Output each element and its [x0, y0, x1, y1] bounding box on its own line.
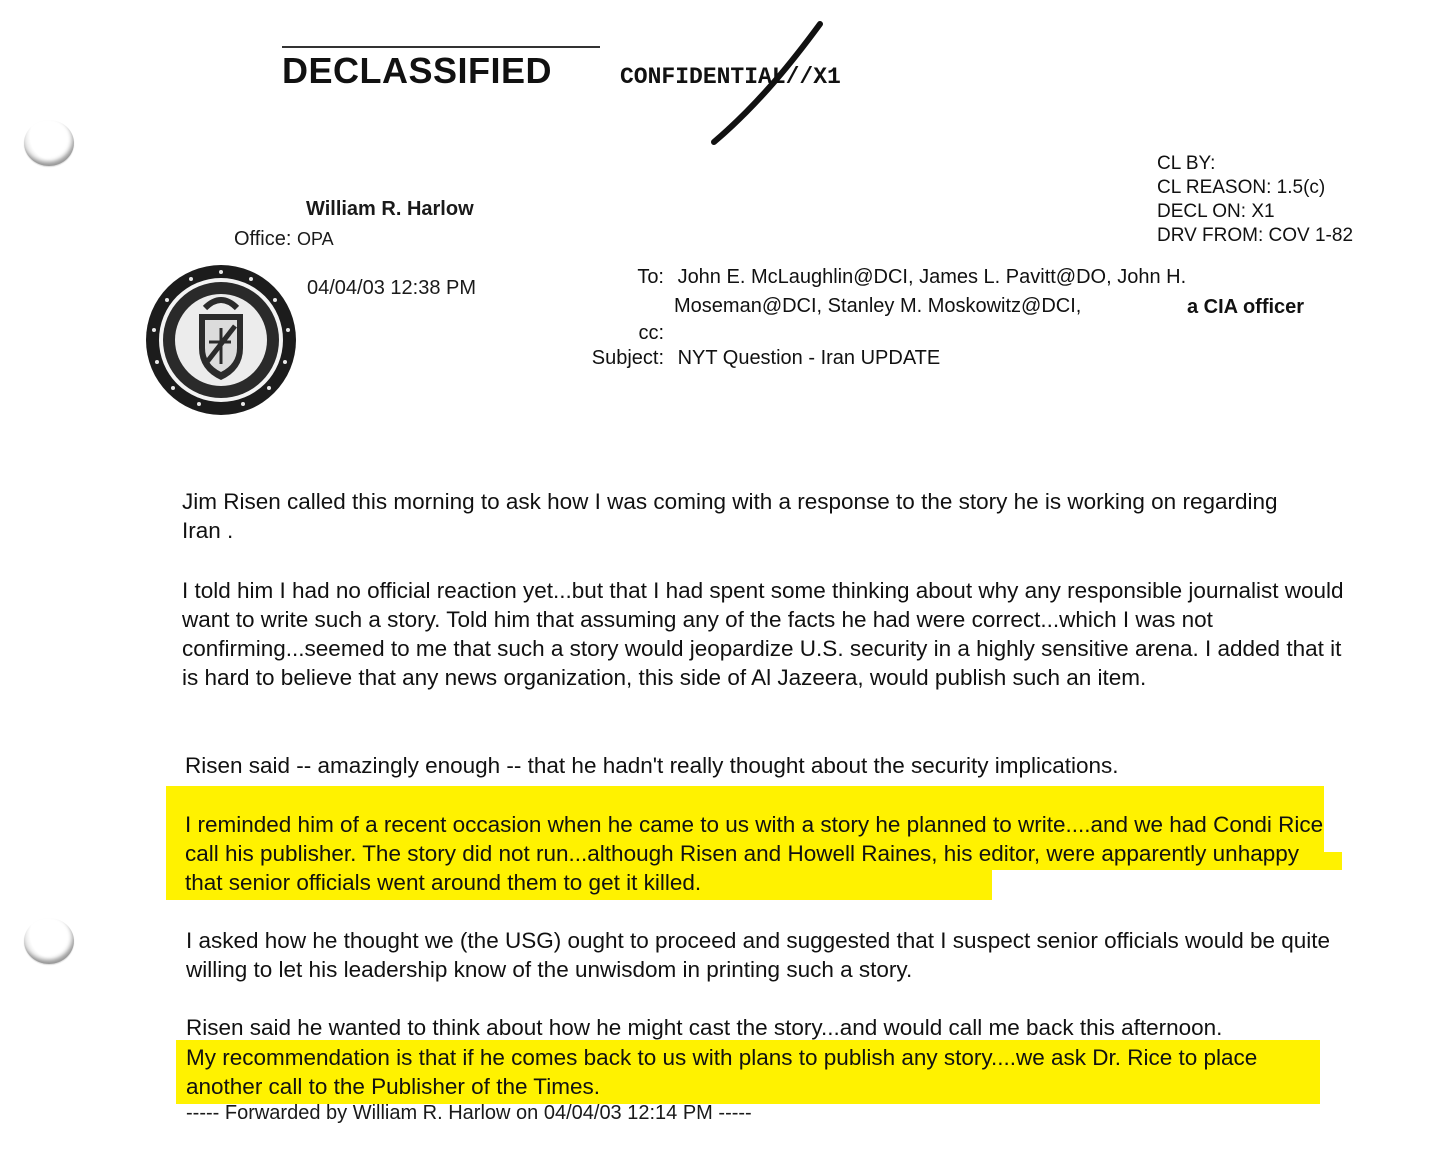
- body-paragraph-3: Risen said -- amazingly enough -- that he hadn't really thought about the security implications.: [185, 753, 1119, 778]
- declassified-stamp-rule: [282, 46, 600, 48]
- to-recipients-line2: Moseman@DCI, Stanley M. Moskowitz@DCI,: [674, 295, 1082, 317]
- subject-label: Subject:: [591, 347, 664, 369]
- cc-row: [574, 322, 672, 345]
- body-paragraph-4: I reminded him of a recent occasion when he came to us with a story he planned to write....and we had Condi Rice call his publisher. The story did not run...although Risen and Howell Raines, his editor, were apparently unhappy that senior officials went around them to get it killed.: [185, 812, 1324, 895]
- office-value: OPA: [297, 229, 334, 249]
- office-label: Office:: [234, 228, 292, 250]
- body-paragraph-2: I told him I had no official reaction yet...but that I had spent some thinking about why any responsible journalist would want to write such a story. Told him that assuming any of the facts he had were correct...which I was not confirming...seemed to me that such a story would jeopardize U.S. security in a highly sensitive arena. I added that it is hard to believe that any news organization, this side of Al Jazeera, would publish such an item.: [182, 578, 1344, 690]
- classification-marking: CONFIDENTIAL//X1: [620, 64, 841, 90]
- cc-label: cc:: [638, 322, 664, 344]
- subject-value: NYT Question - Iran UPDATE: [677, 347, 941, 369]
- to-extra-recipient: a CIA officer: [1187, 296, 1305, 318]
- drv-from: DRV FROM: COV 1-82: [1157, 225, 1354, 246]
- sender-name: William R. Harlow: [306, 198, 474, 220]
- decl-on: DECL ON: X1: [1157, 201, 1275, 222]
- forwarded-line: ----- Forwarded by William R. Harlow on 04/04/03 12:14 PM -----: [186, 1102, 752, 1124]
- cl-reason: CL REASON: 1.5(c): [1157, 177, 1326, 198]
- agency-seal-icon: [143, 262, 299, 418]
- declassified-stamp: DECLASSIFIED: [282, 50, 553, 91]
- hole-punch-bottom: [24, 918, 74, 964]
- cl-by: CL BY:: [1157, 153, 1216, 174]
- body-paragraph-7: My recommendation is that if he comes back to us with plans to publish any story....we ask Dr. Rice to place another call to the Publisher of the Times.: [186, 1045, 1258, 1099]
- body-paragraph-5: I asked how he thought we (the USG) ought to proceed and suggested that I suspect senior officials would be quite willing to let his leadership know of the unwisdom in printing such a story.: [186, 928, 1331, 982]
- classification-block: [1157, 152, 1353, 248]
- hole-punch-top: [24, 120, 74, 166]
- subject-row: [574, 347, 940, 370]
- body-paragraph-6: Risen said he wanted to think about how he might cast the story...and would call me back this afternoon.: [186, 1015, 1223, 1040]
- to-recipients-line1: John E. McLaughlin@DCI, James L. Pavitt@DO, John H.: [677, 266, 1187, 288]
- to-row: [574, 266, 1186, 289]
- strike-through-mark: [700, 18, 840, 148]
- body-paragraph-1: Jim Risen called this morning to ask how I was coming with a response to the story he is working on regarding Iran .: [182, 489, 1278, 543]
- sent-datetime: 04/04/03 12:38 PM: [307, 277, 477, 299]
- to-label: To:: [637, 266, 664, 288]
- sender-office: [234, 228, 334, 251]
